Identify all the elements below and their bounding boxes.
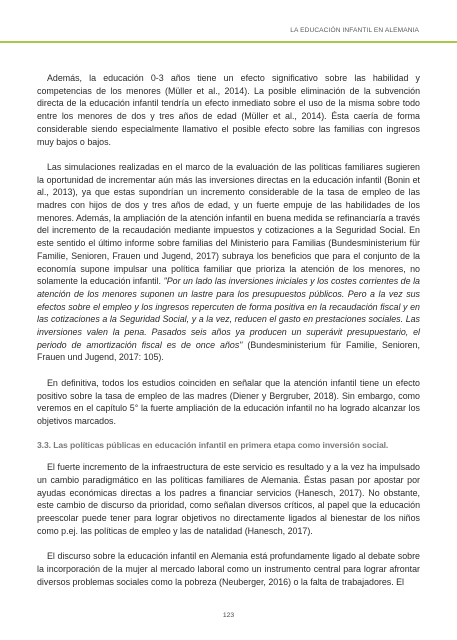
paragraph-5: El discurso sobre la educación infantil en Alemania está profundamente ligado al debate sobre la incorporación de la mujer al mercado laboral como un instrumento central para lograr afrontar diversos problemas sociales como la pobreza (Neuberger, 2016) o la falta de trabajadores. El <box>37 551 420 587</box>
paragraph-2-quote: "Por un lado las inversiones iniciales y los costes corrientes de la atención de los menores suponen un lastre para los presupuestos públicos. Pero a la vez sus efectos sobre el empleo y los ingresos repercuten de forma positiva en la recaudación fiscal y en las cotizaciones a la Seguridad Social, y a la vez, reducen el gasto en prestaciones sociales. Las inversiones valen la pena. Pasados seis años ya producen un superávit presupuestario, el periodo de amortización fiscal es de once años" <box>37 276 420 350</box>
paragraph-2-text-a: Las simulaciones realizadas en el marco de la evaluación de las políticas familiares sugieren la oportunidad de incrementar aún más las inversiones directas en la educación infantil (Bonin et al., 2013), ya que estas supondrían un incremento considerable de la tasa de empleo de las madres con hijos de dos y tres años de edad, y un fuerte empuje de las habilidades de los menores. Además, la ampliación de la atención infantil en buena medida se refinanciaría a través del incremento de la recaudación mediante impuestos y cotizaciones a la Seguridad Social. En este sentido el último informe sobre familias del Ministerio para Familias (Bundesministerium für Familie, Senioren, Frauen und Jugend, 2017) subraya los beneficios que para el conjunto de la economía supone impulsar una política familiar que prioriza la atención de los menores, no solamente la educación infantil. <box>37 161 420 287</box>
paragraph-2 <box>37 161 420 364</box>
paragraph-1: Además, la educación 0-3 años tiene un efecto significativo sobre las habilidad y competencias de los menores (Müller et al., 2014). La posible eliminación de la subvención directa de la educación infantil tendría un efecto inmediato sobre el uso de la misma sobre todo entre los menores de dos y tres años de edad (Müller et al., 2014). Ésta caería de forma considerable siendo especialmente llamativo el posible efecto sobre las familias con ingresos muy bajos o bajos. <box>37 73 420 147</box>
section-heading: 3.3. Las políticas públicas en educación infantil en primera etapa como inversión social. <box>37 440 389 451</box>
page-body <box>37 72 420 601</box>
running-header: LA EDUCACIÓN INFANTIL EN ALEMANIA <box>290 27 419 34</box>
paragraph-3: En definitiva, todos los estudios coinciden en señalar que la atención infantil tiene un efecto positivo sobre la tasa de empleo de las madres (Diener y Bergruber, 2018). Sin embargo, como veremos en el capítulo 5° la fuerte ampliación de la educación infantil no ha logrado alcanzar los objetivos marcados. <box>37 377 420 426</box>
header-rule <box>0 41 457 43</box>
paragraph-2-text-b: (Bundesministerium für Familie, Senioren, Frauen und Jugend, 2017: 105). <box>37 339 421 363</box>
page-number: 123 <box>222 612 235 619</box>
paragraph-4: El fuerte incremento de la infraestructura de este servicio es resultado y a la vez ha impulsado un cambio paradigmático en las políticas familiares de Alemania. Éstas pasan por apostar por ayudas económicas directas a los padres a financiar servicios (Hanesch, 2017). No obstante, este cambio de discurso da prioridad, como señalan diversos críticos, al papel que la educación preescolar puede tener para lograr objetivos no directamente ligados al bienestar de los niños como p.ej. las políticas de empleo y las de natalidad (Hanesch, 2017). <box>37 462 420 536</box>
